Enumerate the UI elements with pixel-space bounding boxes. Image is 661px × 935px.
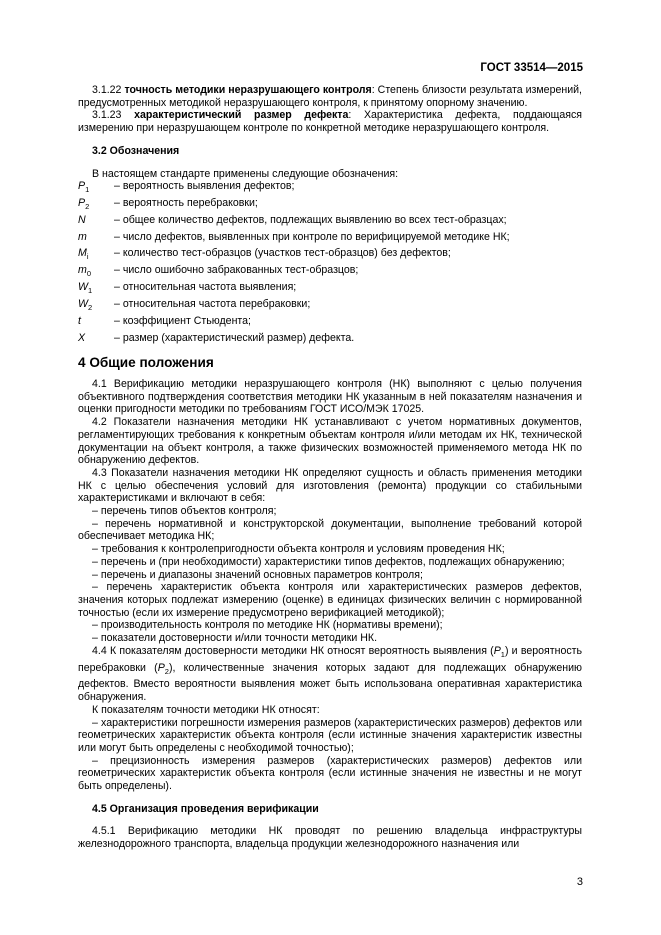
list-item: – перечень нормативной и конструкторской документации, выполнение требований которой обеспечивает методика НК; [78,517,582,543]
symbol-description: – вероятность перебраковки; [114,197,258,210]
clause-number: 3.1.23 [92,109,122,122]
definition: : Характеристика дефекта, поддающаяся измерению при неразрушающем контроле по конкретной методике неразрушающего контроля. [78,109,582,135]
symbol-row [78,247,582,264]
symbol-description: – размер (характеристический размер) дефекта. [114,331,355,344]
definition: : Степень близости результата измерений, предусмотренных методикой неразрушающего контроля, к принятому опорному значению. [78,84,582,109]
list-item: – перечень типов объектов контроля; [92,505,277,518]
list-item: – производительность контроля по методике НК (нормативы времени); [92,619,443,632]
symbol-row [78,298,582,315]
list-item: – требования к контролепригодности объекта контроля и условиям проведения НК; [92,543,505,556]
symbol: $W_2$ [78,297,93,313]
list-item: – характеристики погрешности измерения размеров (характеристических размеров) дефектов или геометрических характеристик объекта контроля (если истинные значения характеристик известны или могут быть определены с необходимой точностью); [78,716,582,754]
section-heading-4-5: 4.5 Организация проведения верификации [92,802,319,815]
symbol-description: – относительная частота перебраковки; [114,297,311,310]
symbol-description: – общее количество дефектов, подлежащих выявлению во всех тест-образцах; [114,213,507,226]
standard-header: ГОСТ 33514—2015 [480,62,583,74]
symbol: $P_2$ [78,197,90,212]
symbol: $M_i$ [78,247,89,262]
clause-4-2: 4.2 Показатели назначения методики НК устанавливают с учетом нормативных документов, регламентирующих требования к конкретным объектам контроля и/или методам их НК, технической документации на объект контроля, а также физических возможностей применяемого метода НК по обнаружению дефектов. [78,416,582,467]
symbol-row [78,197,582,214]
symbol: $W_1$ [78,281,93,296]
symbol: $m_0$ [78,264,91,279]
page-content [78,84,582,851]
section-heading-4: 4 Общие положения [78,355,214,371]
symbols-list [78,180,582,348]
symbol-row [78,281,582,298]
symbol: X [78,331,86,344]
symbols-intro: В настоящем стандарте применены следующие обозначения: [92,167,399,180]
symbol-row [78,264,582,281]
symbol-description: – коэффициент Стьюдента; [114,314,251,327]
list-item: – перечень характеристик объекта контроля или характеристических размеров дефектов, значения которых подлежат измерению (оценке) в единицах физических величин с нормированной точностью (если их измерение предусмотрено верификацией методикой); [78,581,582,619]
accuracy-intro: К показателям точности методики НК относят: [92,703,320,716]
symbol: $P_1$ [78,180,90,195]
clause-4-5-1: 4.5.1 Верификацию методики НК проводят по решению владельца инфраструктуры железнодорожного транспорта, владельца продукции железнодорожного назначения или [78,825,582,851]
clause-3-1-23 [78,109,582,134]
clause-4-3: 4.3 Показатели назначения методики НК определяют сущность и область применения методики НК с целью обеспечения условий для изготовления (ремонта) продукции со стабильными характеристиками и включают в себя: [78,466,582,505]
symbol-description: – число дефектов, выявленных при контроле по верифицируемой методике НК; [114,230,510,243]
list-item: – перечень и диапазоны значений основных параметров контроля; [92,568,423,581]
symbol-row [78,180,582,197]
list-item: – показатели достоверности и/или точности методики НК. [92,632,378,645]
symbol-row [78,315,582,332]
symbol-description: – вероятность выявления дефектов; [114,180,295,193]
term: характеристический размер дефекта [134,109,349,122]
term: точность методики неразрушающего контроля [124,84,372,96]
clause-3-1-22 [78,84,582,109]
symbol-row [78,214,582,231]
clause-number: 3.1.22 [92,84,122,96]
symbol-row [78,332,582,349]
clause-4-4: 4.4 К показателям достоверности методики НК относят вероятность выявления $(P_1)$ и вероятность перебраковки $(P_2)$, количественные значения которых задают для подлежащих обнаружению дефектов. Вместо вероятности выявления может быть использована оперативная характеристика обнаружения. [78,644,582,704]
symbol-description: – количество тест-образцов (участков тест-образцов) без дефектов; [114,247,451,260]
symbol-description: – число ошибочно забракованных тест-образцов; [114,264,359,277]
symbol: N [78,213,86,226]
clause-4-1: 4.1 Верификацию методики неразрушающего контроля (НК) выполняют с целью получения объективного подтверждения соответствия методики НК указанным в ней показателям назначения и оценки пригодности методики по требованиям ГОСТ ИСО/МЭК 17025. [78,378,582,416]
symbol-row [78,231,582,248]
list-item: – прецизионность измерения размеров (характеристических размеров) дефектов или геометрических характеристик объекта контроля (если истинные значения не известны и не могут быть определены). [78,754,582,793]
symbol: m [78,230,87,243]
symbol-description: – относительная частота выявления; [114,281,297,294]
symbol: t [78,314,81,327]
section-heading-3-2: 3.2 Обозначения [92,144,180,157]
page-number: 3 [576,876,583,888]
list-item: – перечень и (при необходимости) характеристики типов дефектов, подлежащих обнаружению; [92,555,565,568]
